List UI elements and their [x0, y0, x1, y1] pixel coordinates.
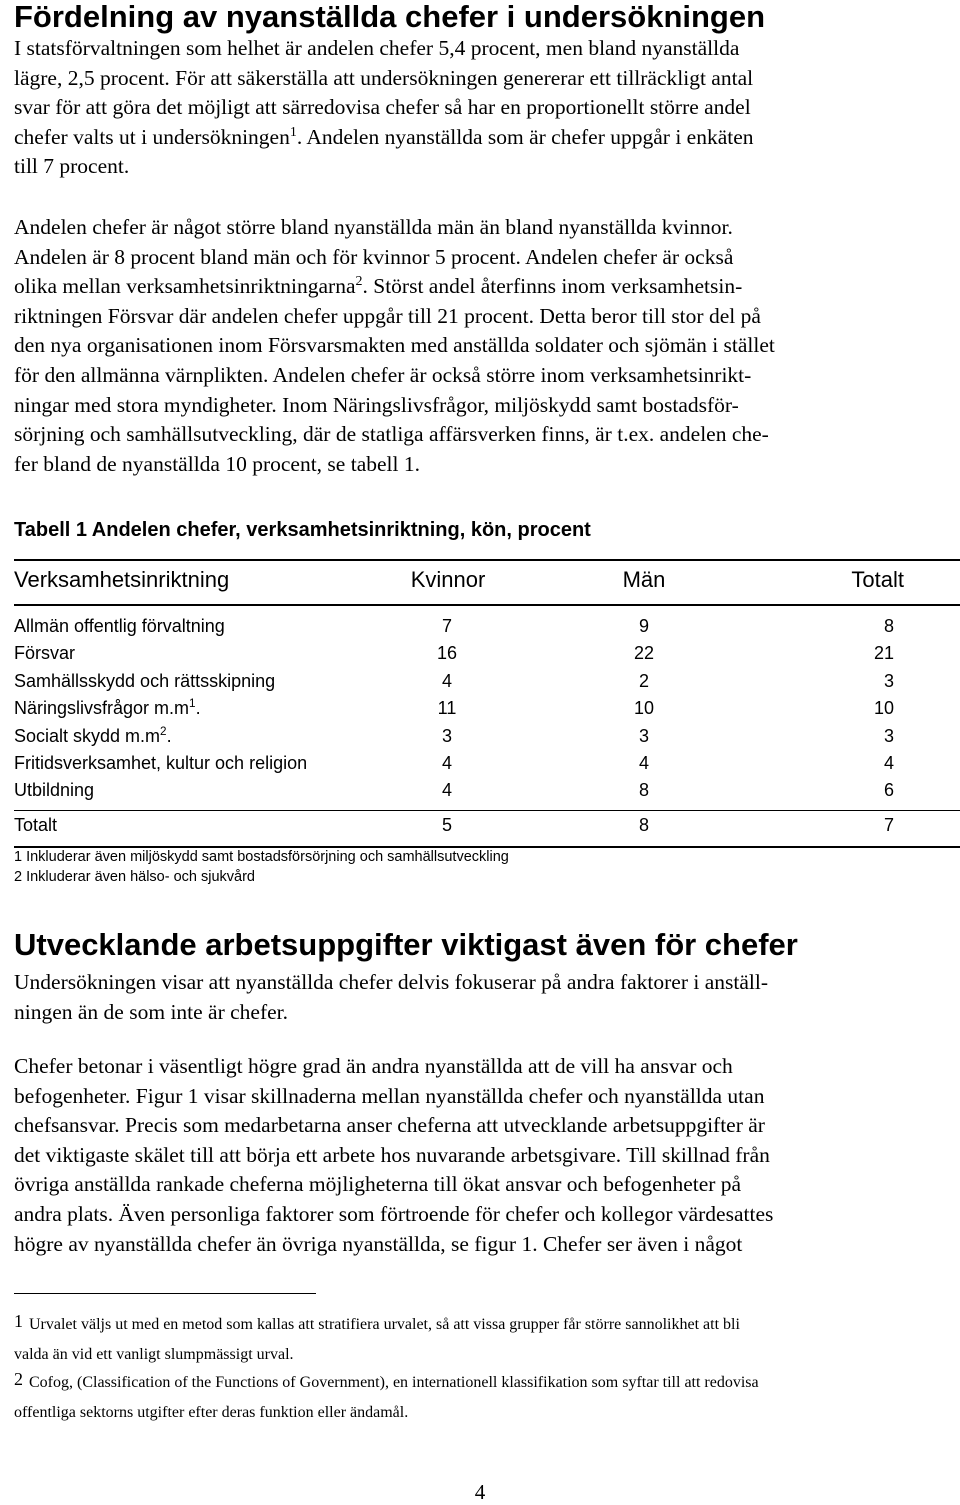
text-line: den nya organisationen inom Försvarsmakten med anställda soldater och sjömän i stället — [14, 333, 775, 358]
text-line: sörjning och samhällsutveckling, där de statliga affärsverken finns, är t.ex. andelen che- — [14, 422, 769, 447]
footnote-2 — [14, 1364, 954, 1428]
text-line: ningen än de som inte är chefer. — [14, 999, 289, 1024]
cell-man: 3 — [638, 725, 649, 746]
paragraph-intro — [14, 34, 949, 182]
text-fragment: chefer valts ut i undersökningen — [14, 124, 290, 149]
cell-verksamhet — [14, 753, 307, 774]
row-label: Utbildning — [14, 780, 95, 801]
cell-verksamhet — [14, 698, 201, 719]
paragraph-gender-difference — [14, 213, 949, 479]
table-row — [14, 616, 960, 642]
cell-kvinnor: 4 — [441, 753, 452, 773]
paragraph-focus — [14, 968, 949, 1027]
table-caption: Tabell 1 Andelen chefer, verksamhetsinriktning, kön, procent — [14, 519, 591, 541]
text-line: I statsförvaltningen som helhet är andelen chefer 5,4 procent, men bland nyanställda — [14, 36, 740, 60]
text-fragment: . Andelen nyanställda som är chefer uppgår i enkäten — [296, 124, 754, 149]
table-rule-body — [14, 810, 960, 811]
total-totalt: 7 — [883, 815, 894, 835]
table-note: 2 Inkluderar även hälso- och sjukvård — [14, 869, 255, 885]
cell-verksamhet — [14, 726, 172, 747]
table-row — [14, 643, 960, 669]
text-line: ningar med stora myndigheter. Inom Näringslivsfrågor, miljöskydd samt bostadsför- — [14, 392, 739, 417]
cell-totalt: 21 — [873, 643, 894, 664]
text-line — [14, 272, 949, 302]
cell-totalt: 3 — [883, 670, 894, 691]
row-label: Socialt skydd m.m — [14, 725, 161, 746]
footnote-ref: 2 — [355, 274, 363, 290]
text-fragment: Urvalet väljs ut med en metod som kallas att stratifiera urvalet, så att vissa grupper får större sannolikhet att bli — [29, 1316, 740, 1333]
row-label: Samhällsskydd och rättsskipning — [14, 670, 276, 691]
table-row — [14, 753, 960, 779]
cell-kvinnor: 7 — [441, 616, 452, 636]
page-number: 4 — [474, 1480, 486, 1504]
total-label: Totalt — [14, 815, 58, 835]
cell-man: 8 — [638, 780, 649, 801]
cell-kvinnor: 4 — [441, 780, 452, 801]
text-line: Andelen är 8 procent bland män och för kvinnor 5 procent. Andelen chefer är också — [14, 244, 734, 269]
row-label: Fritidsverksamhet, kultur och religion — [14, 753, 308, 773]
column-header-kvinnor: Kvinnor — [410, 567, 486, 592]
text-line: Chefer betonar i väsentligt högre grad än andra nyanställda att de vill ha ansvar och — [14, 1054, 733, 1078]
text-line: riktningen Försvar där andelen chefer uppgår till 21 procent. Detta beror till stor del på — [14, 303, 761, 328]
text-line: lägre, 2,5 procent. För att säkerställa att undersökningen genererar ett tillräckligt antal — [14, 65, 754, 90]
table-note: 1 Inkluderar även miljöskydd samt bostadsförsörjning och samhällsutveckling — [14, 849, 509, 865]
cell-kvinnor: 3 — [441, 725, 452, 746]
text-line: svar för att göra det möjligt att särredovisa chefer så har en proportionellt större andel — [14, 95, 751, 120]
cell-totalt: 6 — [883, 780, 894, 801]
column-header-verksamhet: Verksamhetsinriktning — [14, 567, 230, 592]
table-row — [14, 698, 960, 724]
row-label-suffix: . — [166, 725, 172, 746]
table-total-row — [14, 815, 960, 841]
section-heading-distribution: Fördelning av nyanställda chefer i undersökningen — [14, 0, 766, 34]
column-header-totalt: Totalt — [851, 567, 904, 592]
cell-man: 2 — [638, 670, 649, 691]
cell-verksamhet — [14, 780, 94, 801]
text-line: det viktigaste skälet till att börja ett arbete hos nuvarande arbetsgivare. Till skillnad från — [14, 1142, 770, 1167]
row-label-suffix: . — [195, 698, 201, 719]
table-rule-bottom — [14, 846, 960, 848]
cell-man: 22 — [633, 643, 655, 664]
footnote-ref: 1 — [289, 124, 297, 140]
cell-verksamhet — [14, 616, 225, 637]
text-line: befogenheter. Figur 1 visar skillnaderna mellan nyanställda chefer och nyanställda utan — [14, 1083, 765, 1108]
cell-totalt: 4 — [883, 753, 894, 773]
footnote-separator — [14, 1293, 316, 1294]
text-line: andra plats. Även personliga faktorer som förtroende för chefer och kollegor värdesattes — [14, 1201, 774, 1226]
cell-totalt: 3 — [883, 725, 894, 746]
text-line: chefsansvar. Precis som medarbetarna anser cheferna att utvecklande arbetsuppgifter är — [14, 1113, 765, 1138]
text-line: valda än vid ett vanligt slumpmässigt urval. — [14, 1346, 294, 1363]
text-line: offentliga sektorns utgifter efter deras funktion eller ändamål. — [14, 1404, 409, 1421]
text-fragment: . Störst andel återfinns inom verksamhetsin- — [362, 274, 743, 299]
table-rule-header — [14, 604, 960, 606]
section-heading-tasks: Utvecklande arbetsuppgifter viktigast även för chefer — [14, 927, 798, 962]
paragraph-responsibility — [14, 1052, 949, 1259]
footnote-ref: 2 — [160, 724, 167, 738]
text-fragment: olika mellan verksamhetsinriktningarna — [14, 274, 356, 299]
footnote-1 — [14, 1306, 954, 1370]
cell-man: 9 — [638, 616, 649, 636]
text-line — [14, 1364, 954, 1398]
footnote-number: 1 — [14, 1311, 23, 1331]
text-line — [14, 123, 949, 153]
text-line: fer bland de nyanställda 10 procent, se tabell 1. — [14, 451, 420, 476]
cell-kvinnor: 11 — [437, 698, 457, 719]
table-row — [14, 726, 960, 752]
text-line: till 7 procent. — [14, 154, 130, 179]
footnote-ref: 1 — [189, 697, 196, 711]
text-line: Undersökningen visar att nyanställda chefer delvis fokuserar på andra faktorer i anställ- — [14, 970, 769, 994]
row-label: Allmän offentlig förvaltning — [14, 616, 225, 636]
text-line: övriga anställda rankade cheferna möjligheterna till ökat ansvar och befogenheter på — [14, 1172, 742, 1197]
text-line — [14, 1306, 954, 1340]
row-label: Näringslivsfrågor m.m — [14, 698, 190, 719]
total-kvinnor: 5 — [441, 815, 452, 835]
text-line: Andelen chefer är något större bland nyanställda män än bland nyanställda kvinnor. — [14, 215, 733, 239]
cell-man: 4 — [638, 753, 649, 773]
cell-totalt: 8 — [883, 616, 894, 636]
cell-totalt: 10 — [873, 698, 894, 719]
cell-verksamhet — [14, 643, 75, 664]
table-header-row — [14, 567, 960, 597]
text-line: högre av nyanställda chefer än övriga nyanställda, se figur 1. Chefer ser även i något — [14, 1231, 743, 1256]
row-label: Försvar — [14, 643, 76, 664]
table-rule-top — [14, 559, 960, 561]
text-fragment: Cofog, (Classification of the Functions of Government), en internationell klassifikation som syftar till att redovisa — [29, 1374, 759, 1391]
total-man: 8 — [638, 815, 649, 835]
cell-kvinnor: 4 — [441, 670, 452, 691]
column-header-man: Män — [622, 567, 666, 592]
cell-kvinnor: 16 — [436, 643, 458, 664]
footnote-number: 2 — [14, 1369, 23, 1389]
table-row — [14, 671, 960, 697]
table-row — [14, 780, 960, 806]
cell-verksamhet — [14, 671, 275, 692]
text-line: för den allmänna värnplikten. Andelen chefer är också större inom verksamhetsinrikt- — [14, 362, 752, 387]
cell-man: 10 — [633, 698, 655, 719]
